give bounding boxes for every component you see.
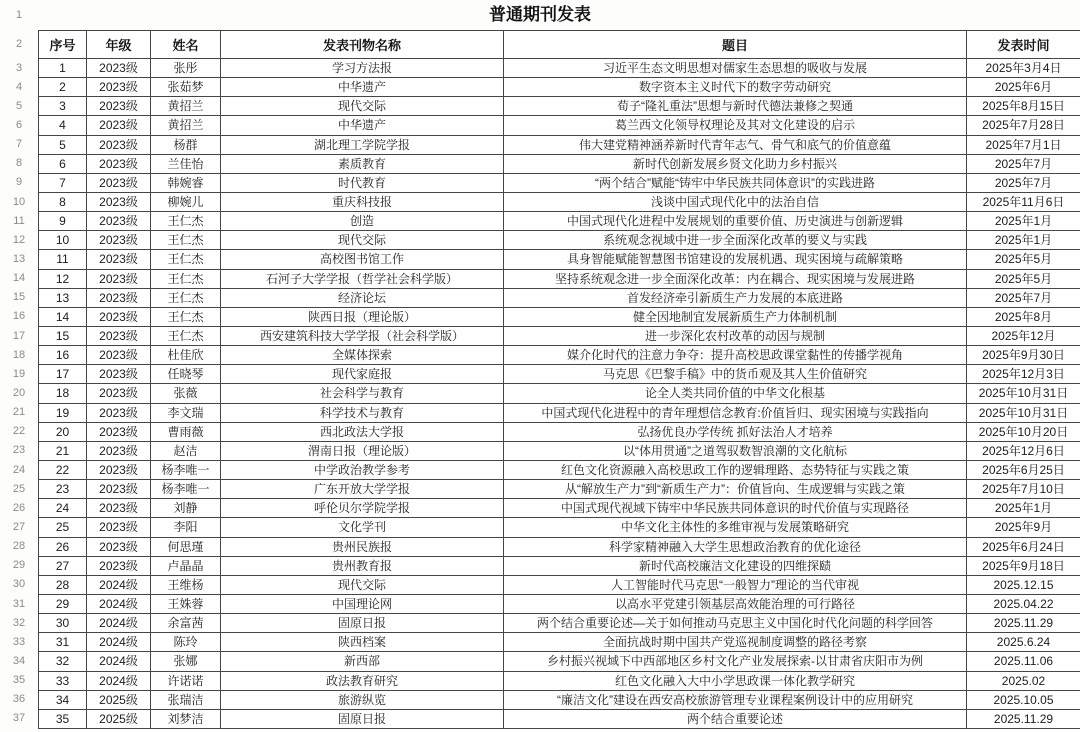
cell-no[interactable]: 35	[39, 709, 87, 728]
table-row	[39, 250, 1080, 269]
cell-journal[interactable]: 新西部	[221, 652, 504, 671]
cell-name[interactable]: 陈玲	[151, 633, 221, 652]
row-number[interactable]: 24	[12, 463, 26, 476]
table-row	[39, 231, 1080, 250]
cell-journal[interactable]: 时代教育	[221, 173, 504, 192]
column-header-title[interactable]: 题目	[504, 31, 967, 59]
cell-no[interactable]: 20	[39, 422, 87, 441]
cell-title[interactable]: 葛兰西文化领导权理论及其对文化建设的启示	[504, 116, 967, 135]
cell-no[interactable]: 28	[39, 575, 87, 594]
cell-grade[interactable]: 2023级	[87, 135, 151, 154]
table-row	[39, 480, 1080, 499]
cell-no[interactable]: 33	[39, 671, 87, 690]
cell-date[interactable]: 2025.04.22	[967, 594, 1080, 613]
cell-grade[interactable]: 2023级	[87, 192, 151, 211]
row-number[interactable]: 20	[12, 386, 26, 399]
cell-no[interactable]: 9	[39, 212, 87, 231]
table-row	[39, 307, 1080, 326]
cell-date[interactable]: 2025年9月30日	[967, 346, 1080, 365]
cell-grade[interactable]: 2024级	[87, 575, 151, 594]
table-row	[39, 365, 1080, 384]
cell-title[interactable]: 全面抗战时期中国共产党巡视制度调整的路径考察	[504, 633, 967, 652]
cell-title[interactable]: 新时代创新发展乡贤文化助力乡村振兴	[504, 154, 967, 173]
cell-name[interactable]: 张薇	[151, 384, 221, 403]
sheet-title[interactable]: 普通期刊发表	[489, 5, 591, 24]
cell-date[interactable]: 2025.11.06	[967, 652, 1080, 671]
cell-journal[interactable]: 陕西日报（理论版）	[221, 307, 504, 326]
row-number[interactable]: 2	[15, 38, 23, 50]
cell-date[interactable]: 2025年5月	[967, 250, 1080, 269]
cell-name[interactable]: 杨李唯一	[151, 460, 221, 479]
cell-journal[interactable]: 文化学刊	[221, 518, 504, 537]
cell-title[interactable]: “廉洁文化”建设在西安高校旅游管理专业课程案例设计中的应用研究	[504, 690, 967, 709]
row-number[interactable]: 10	[12, 195, 26, 208]
cell-no[interactable]: 22	[39, 460, 87, 479]
cell-journal[interactable]: 呼伦贝尔学院学报	[221, 499, 504, 518]
cell-no[interactable]: 6	[39, 154, 87, 173]
cell-name[interactable]: 杜佳欣	[151, 346, 221, 365]
cell-title[interactable]: 人工智能时代马克思“一般智力”理论的当代审视	[504, 575, 967, 594]
cell-name[interactable]: 王仁杰	[151, 307, 221, 326]
cell-title[interactable]: “两个结合”赋能“铸牢中华民族共同体意识”的实践进路	[504, 173, 967, 192]
table-row	[39, 422, 1080, 441]
row-number[interactable]: 23	[12, 444, 26, 457]
cell-name[interactable]: 何思瑾	[151, 537, 221, 556]
table-row	[39, 575, 1080, 594]
cell-no[interactable]: 32	[39, 652, 87, 671]
cell-journal[interactable]: 政法教育研究	[221, 671, 504, 690]
cell-date[interactable]: 2025年10月31日	[967, 403, 1080, 422]
table-row	[39, 269, 1080, 288]
cell-no[interactable]: 30	[39, 614, 87, 633]
row-number[interactable]: 30	[12, 578, 26, 591]
row-number[interactable]: 33	[12, 635, 26, 648]
cell-grade[interactable]: 2024级	[87, 633, 151, 652]
table-row	[39, 346, 1080, 365]
cell-date[interactable]: 2025年12月6日	[967, 441, 1080, 460]
cell-journal[interactable]: 石河子大学学报（哲学社会科学版）	[221, 269, 504, 288]
cell-grade[interactable]: 2023级	[87, 212, 151, 231]
table-row	[39, 192, 1080, 211]
cell-title[interactable]: 系统观念视域中进一步全面深化改革的要义与实践	[504, 231, 967, 250]
table-row	[39, 326, 1080, 345]
column-header-date[interactable]: 发表时间	[967, 31, 1080, 59]
cell-grade[interactable]: 2023级	[87, 365, 151, 384]
cell-name[interactable]: 柳婉儿	[151, 192, 221, 211]
cell-title[interactable]: 数字资本主义时代下的数字劳动研究	[504, 78, 967, 97]
cell-no[interactable]: 12	[39, 269, 87, 288]
cell-journal[interactable]: 西安建筑科技大学学报（社会科学版）	[221, 326, 504, 345]
cell-title[interactable]: 进一步深化农村改革的动因与规制	[504, 326, 967, 345]
row-number[interactable]: 9	[15, 176, 23, 189]
table-row	[39, 460, 1080, 479]
cell-date[interactable]: 2025年3月4日	[967, 59, 1080, 78]
column-header-journal[interactable]: 发表刊物名称	[221, 31, 504, 59]
row-number[interactable]: 22	[12, 425, 26, 438]
table-row	[39, 97, 1080, 116]
cell-grade[interactable]: 2023级	[87, 250, 151, 269]
cell-date[interactable]: 2025.11.29	[967, 709, 1080, 728]
cell-name[interactable]: 张茹梦	[151, 78, 221, 97]
cell-title[interactable]: 科学家精神融入大学生思想政治教育的优化途径	[504, 537, 967, 556]
column-header-no[interactable]: 序号	[39, 31, 87, 59]
cell-no[interactable]: 7	[39, 173, 87, 192]
cell-name[interactable]: 王姝蓉	[151, 594, 221, 613]
cell-no[interactable]: 25	[39, 518, 87, 537]
row-number-gutter	[0, 0, 38, 732]
cell-date[interactable]: 2025年12月	[967, 326, 1080, 345]
table-row	[39, 690, 1080, 709]
row-number[interactable]: 21	[12, 406, 26, 419]
row-number[interactable]: 7	[15, 138, 23, 151]
cell-grade[interactable]: 2023级	[87, 403, 151, 422]
cell-name[interactable]: 许诺诺	[151, 671, 221, 690]
row-number[interactable]: 5	[15, 99, 23, 112]
cell-grade[interactable]: 2023级	[87, 346, 151, 365]
cell-no[interactable]: 14	[39, 307, 87, 326]
cell-journal[interactable]: 重庆科技报	[221, 192, 504, 211]
table-row	[39, 441, 1080, 460]
cell-no[interactable]: 24	[39, 499, 87, 518]
row-number[interactable]: 28	[12, 540, 26, 553]
row-number[interactable]: 27	[12, 520, 26, 533]
table-row	[39, 556, 1080, 575]
cell-name[interactable]: 张娜	[151, 652, 221, 671]
cell-name[interactable]: 余富茜	[151, 614, 221, 633]
cell-title[interactable]: 两个结合重要论述—关于如何推动马克思主义中国化时代化问题的科学回答	[504, 614, 967, 633]
row-number[interactable]: 18	[12, 348, 26, 361]
cell-date[interactable]: 2025年6月25日	[967, 460, 1080, 479]
cell-title[interactable]: 健全因地制宜发展新质生产力体制机制	[504, 307, 967, 326]
cell-date[interactable]: 2025.02	[967, 671, 1080, 690]
row-number[interactable]: 16	[12, 310, 26, 323]
cell-title[interactable]: 中国式现代化进程中发展规划的重要价值、历史演进与创新逻辑	[504, 212, 967, 231]
cell-grade[interactable]: 2024级	[87, 614, 151, 633]
cell-title[interactable]: 以“体用贯通”之道驾驭数智浪潮的文化航标	[504, 441, 967, 460]
cell-no[interactable]: 5	[39, 135, 87, 154]
cell-grade[interactable]: 2024级	[87, 652, 151, 671]
cell-name[interactable]: 王仁杰	[151, 231, 221, 250]
cell-title[interactable]: 首发经济牵引新质生产力发展的本底进路	[504, 288, 967, 307]
cell-journal[interactable]: 湖北理工学院学报	[221, 135, 504, 154]
header-row	[39, 31, 1080, 59]
cell-grade[interactable]: 2023级	[87, 288, 151, 307]
cell-date[interactable]: 2025年7月10日	[967, 480, 1080, 499]
table-row	[39, 78, 1080, 97]
cell-title[interactable]: 中国式现代视域下铸牢中华民族共同体意识的时代价值与实现路径	[504, 499, 967, 518]
row-number[interactable]: 15	[12, 291, 26, 304]
row-number[interactable]: 13	[12, 252, 26, 265]
publications-table-wrap	[38, 30, 1080, 729]
cell-journal[interactable]: 中学政治教学参考	[221, 460, 504, 479]
cell-journal[interactable]: 科学技术与教育	[221, 403, 504, 422]
cell-name[interactable]: 王仁杰	[151, 269, 221, 288]
cell-name[interactable]: 李阳	[151, 518, 221, 537]
table-row	[39, 288, 1080, 307]
table-row	[39, 173, 1080, 192]
cell-grade[interactable]: 2023级	[87, 97, 151, 116]
cell-grade[interactable]: 2023级	[87, 422, 151, 441]
cell-date[interactable]: 2025年7月28日	[967, 116, 1080, 135]
cell-journal[interactable]: 固原日报	[221, 614, 504, 633]
cell-title[interactable]: 马克思《巴黎手稿》中的货币观及其人生价值研究	[504, 365, 967, 384]
publications-table	[38, 30, 1080, 729]
cell-date[interactable]: 2025年5月	[967, 269, 1080, 288]
cell-journal[interactable]: 固原日报	[221, 709, 504, 728]
cell-name[interactable]: 刘梦洁	[151, 709, 221, 728]
row-number[interactable]: 11	[13, 214, 25, 227]
cell-name[interactable]: 王仁杰	[151, 326, 221, 345]
cell-journal[interactable]: 贵州教育报	[221, 556, 504, 575]
row-number[interactable]: 35	[12, 674, 26, 687]
cell-no[interactable]: 34	[39, 690, 87, 709]
cell-date[interactable]: 2025.10.05	[967, 690, 1080, 709]
row-number[interactable]: 32	[12, 616, 26, 629]
cell-name[interactable]: 任晓琴	[151, 365, 221, 384]
cell-grade[interactable]: 2023级	[87, 518, 151, 537]
cell-no[interactable]: 31	[39, 633, 87, 652]
column-header-grade[interactable]: 年级	[87, 31, 151, 59]
cell-journal[interactable]: 现代交际	[221, 97, 504, 116]
cell-grade[interactable]: 2024级	[87, 671, 151, 690]
cell-date[interactable]: 2025年10月31日	[967, 384, 1080, 403]
row-number[interactable]: 31	[12, 597, 26, 610]
cell-date[interactable]: 2025年9月18日	[967, 556, 1080, 575]
row-number[interactable]: 3	[15, 61, 23, 74]
cell-name[interactable]: 李文瑞	[151, 403, 221, 422]
table-row	[39, 633, 1080, 652]
cell-title[interactable]: 媒介化时代的注意力争夺：提升高校思政课堂黏性的传播学视角	[504, 346, 967, 365]
row-number[interactable]: 19	[12, 367, 26, 380]
cell-name[interactable]: 卢晶晶	[151, 556, 221, 575]
cell-journal[interactable]: 创造	[221, 212, 504, 231]
cell-no[interactable]: 19	[39, 403, 87, 422]
cell-grade[interactable]: 2023级	[87, 480, 151, 499]
column-header-name[interactable]: 姓名	[151, 31, 221, 59]
cell-title[interactable]: 新时代高校廉洁文化建设的四维探赜	[504, 556, 967, 575]
cell-journal[interactable]: 中国理论网	[221, 594, 504, 613]
cell-title[interactable]: 弘扬优良办学传统 抓好法治人才培养	[504, 422, 967, 441]
cell-no[interactable]: 8	[39, 192, 87, 211]
cell-date[interactable]: 2025年7月	[967, 154, 1080, 173]
row-number[interactable]: 4	[15, 80, 23, 93]
cell-journal[interactable]: 广东开放大学学报	[221, 480, 504, 499]
row-number[interactable]: 1	[15, 9, 23, 21]
cell-date[interactable]: 2025年7月	[967, 173, 1080, 192]
cell-grade[interactable]: 2023级	[87, 307, 151, 326]
row-number[interactable]: 25	[12, 482, 26, 495]
cell-no[interactable]: 4	[39, 116, 87, 135]
row-number[interactable]: 37	[12, 712, 26, 725]
cell-no[interactable]: 26	[39, 537, 87, 556]
cell-name[interactable]: 曹雨薇	[151, 422, 221, 441]
cell-grade[interactable]: 2023级	[87, 59, 151, 78]
cell-no[interactable]: 16	[39, 346, 87, 365]
table-row	[39, 135, 1080, 154]
cell-grade[interactable]: 2023级	[87, 173, 151, 192]
cell-grade[interactable]: 2023级	[87, 269, 151, 288]
cell-title[interactable]: 中华文化主体性的多维审视与发展策略研究	[504, 518, 967, 537]
cell-no[interactable]: 10	[39, 231, 87, 250]
cell-no[interactable]: 27	[39, 556, 87, 575]
cell-grade[interactable]: 2023级	[87, 460, 151, 479]
cell-journal[interactable]: 中华遗产	[221, 116, 504, 135]
cell-title[interactable]: 坚持系统观念进一步全面深化改革：内在耦合、现实困境与发展进路	[504, 269, 967, 288]
table-body	[39, 59, 1080, 729]
cell-date[interactable]: 2025年9月	[967, 518, 1080, 537]
cell-date[interactable]: 2025年8月	[967, 307, 1080, 326]
cell-no[interactable]: 11	[39, 250, 87, 269]
cell-no[interactable]: 3	[39, 97, 87, 116]
cell-date[interactable]: 2025.11.29	[967, 614, 1080, 633]
table-row	[39, 499, 1080, 518]
cell-title[interactable]: 中国式现代化进程中的青年理想信念教育:价值旨归、现实困境与实践指向	[504, 403, 967, 422]
table-row	[39, 154, 1080, 173]
cell-journal[interactable]: 陕西档案	[221, 633, 504, 652]
row-number[interactable]: 26	[12, 501, 26, 514]
cell-date[interactable]: 2025年7月1日	[967, 135, 1080, 154]
table-row	[39, 594, 1080, 613]
row-number[interactable]: 29	[12, 559, 26, 572]
cell-journal[interactable]: 全媒体探索	[221, 346, 504, 365]
cell-journal[interactable]: 经济论坛	[221, 288, 504, 307]
cell-name[interactable]: 杨群	[151, 135, 221, 154]
cell-title[interactable]: 荀子“隆礼重法”思想与新时代德法兼修之契通	[504, 97, 967, 116]
cell-journal[interactable]: 西北政法大学报	[221, 422, 504, 441]
cell-grade[interactable]: 2023级	[87, 537, 151, 556]
cell-name[interactable]: 张彤	[151, 59, 221, 78]
cell-journal[interactable]: 现代家庭报	[221, 365, 504, 384]
table-row	[39, 518, 1080, 537]
cell-name[interactable]: 杨李唯一	[151, 480, 221, 499]
cell-journal[interactable]: 高校图书馆工作	[221, 250, 504, 269]
cell-title[interactable]: 论全人类共同价值的中华文化根基	[504, 384, 967, 403]
row-number[interactable]: 8	[15, 157, 23, 170]
cell-date[interactable]: 2025年1月	[967, 231, 1080, 250]
row-number[interactable]: 34	[12, 654, 26, 667]
cell-date[interactable]: 2025.12.15	[967, 575, 1080, 594]
cell-date[interactable]: 2025年1月	[967, 212, 1080, 231]
table-row	[39, 671, 1080, 690]
cell-no[interactable]: 2	[39, 78, 87, 97]
cell-name[interactable]: 黄招兰	[151, 116, 221, 135]
cell-grade[interactable]: 2023级	[87, 78, 151, 97]
cell-no[interactable]: 23	[39, 480, 87, 499]
cell-journal[interactable]: 现代交际	[221, 231, 504, 250]
cell-name[interactable]: 王维杨	[151, 575, 221, 594]
cell-date[interactable]: 2025年6月24日	[967, 537, 1080, 556]
cell-no[interactable]: 13	[39, 288, 87, 307]
cell-name[interactable]: 韩婉睿	[151, 173, 221, 192]
cell-journal[interactable]: 旅游纵览	[221, 690, 504, 709]
cell-grade[interactable]: 2024级	[87, 594, 151, 613]
table-row	[39, 116, 1080, 135]
row-number[interactable]: 6	[15, 118, 23, 131]
cell-date[interactable]: 2025.6.24	[967, 633, 1080, 652]
cell-title[interactable]: 红色文化融入大中小学思政课一体化教学研究	[504, 671, 967, 690]
cell-date[interactable]: 2025年8月15日	[967, 97, 1080, 116]
cell-name[interactable]: 王仁杰	[151, 250, 221, 269]
cell-journal[interactable]: 贵州民族报	[221, 537, 504, 556]
cell-grade[interactable]: 2023级	[87, 231, 151, 250]
cell-title[interactable]: 两个结合重要论述	[504, 709, 967, 728]
cell-journal[interactable]: 素质教育	[221, 154, 504, 173]
cell-journal[interactable]: 现代交际	[221, 575, 504, 594]
row-number[interactable]: 14	[12, 272, 26, 285]
cell-title[interactable]: 从“解放生产力”到“新质生产力”：价值旨向、生成逻辑与实践之策	[504, 480, 967, 499]
table-row	[39, 59, 1080, 78]
cell-no[interactable]: 18	[39, 384, 87, 403]
cell-title[interactable]: 伟大建党精神涵养新时代青年志气、骨气和底气的价值意蕴	[504, 135, 967, 154]
cell-grade[interactable]: 2023级	[87, 116, 151, 135]
cell-title[interactable]: 习近平生态文明思想对儒家生态思想的吸收与发展	[504, 59, 967, 78]
cell-no[interactable]: 29	[39, 594, 87, 613]
row-number[interactable]: 36	[12, 693, 26, 706]
cell-journal[interactable]: 中华遗产	[221, 78, 504, 97]
cell-title[interactable]: 具身智能赋能智慧图书馆建设的发展机遇、现实困境与疏解策略	[504, 250, 967, 269]
cell-title[interactable]: 以高水平党建引领基层高效能治理的可行路径	[504, 594, 967, 613]
cell-no[interactable]: 17	[39, 365, 87, 384]
cell-no[interactable]: 1	[39, 59, 87, 78]
cell-title[interactable]: 红色文化资源融入高校思政工作的逻辑理路、态势特征与实践之策	[504, 460, 967, 479]
cell-date[interactable]: 2025年10月20日	[967, 422, 1080, 441]
table-row	[39, 709, 1080, 728]
cell-journal[interactable]: 渭南日报（理论版）	[221, 441, 504, 460]
table-row	[39, 212, 1080, 231]
cell-grade[interactable]: 2023级	[87, 154, 151, 173]
cell-date[interactable]: 2025年6月	[967, 78, 1080, 97]
cell-journal[interactable]: 学习方法报	[221, 59, 504, 78]
cell-name[interactable]: 黄招兰	[151, 97, 221, 116]
row-number[interactable]: 17	[12, 329, 26, 342]
table-row	[39, 384, 1080, 403]
cell-name[interactable]: 刘静	[151, 499, 221, 518]
cell-title[interactable]: 乡村振兴视域下中西部地区乡村文化产业发展探索-以甘肃省庆阳市为例	[504, 652, 967, 671]
cell-name[interactable]: 王仁杰	[151, 212, 221, 231]
table-row	[39, 614, 1080, 633]
cell-name[interactable]: 兰佳怡	[151, 154, 221, 173]
cell-grade[interactable]: 2023级	[87, 556, 151, 575]
cell-grade[interactable]: 2023级	[87, 384, 151, 403]
cell-date[interactable]: 2025年7月	[967, 288, 1080, 307]
cell-grade[interactable]: 2023级	[87, 499, 151, 518]
cell-journal[interactable]: 社会科学与教育	[221, 384, 504, 403]
cell-grade[interactable]: 2023级	[87, 326, 151, 345]
cell-no[interactable]: 21	[39, 441, 87, 460]
cell-name[interactable]: 张瑞洁	[151, 690, 221, 709]
table-row	[39, 403, 1080, 422]
table-row	[39, 652, 1080, 671]
cell-grade[interactable]: 2023级	[87, 441, 151, 460]
cell-title[interactable]: 浅谈中国式现代化中的法治自信	[504, 192, 967, 211]
cell-date[interactable]: 2025年1月	[967, 499, 1080, 518]
cell-date[interactable]: 2025年11月6日	[967, 192, 1080, 211]
table-row	[39, 537, 1080, 556]
cell-name[interactable]: 赵洁	[151, 441, 221, 460]
cell-name[interactable]: 王仁杰	[151, 288, 221, 307]
cell-grade[interactable]: 2025级	[87, 709, 151, 728]
cell-grade[interactable]: 2025级	[87, 690, 151, 709]
cell-no[interactable]: 15	[39, 326, 87, 345]
row-number[interactable]: 12	[12, 233, 26, 246]
cell-date[interactable]: 2025年12月3日	[967, 365, 1080, 384]
